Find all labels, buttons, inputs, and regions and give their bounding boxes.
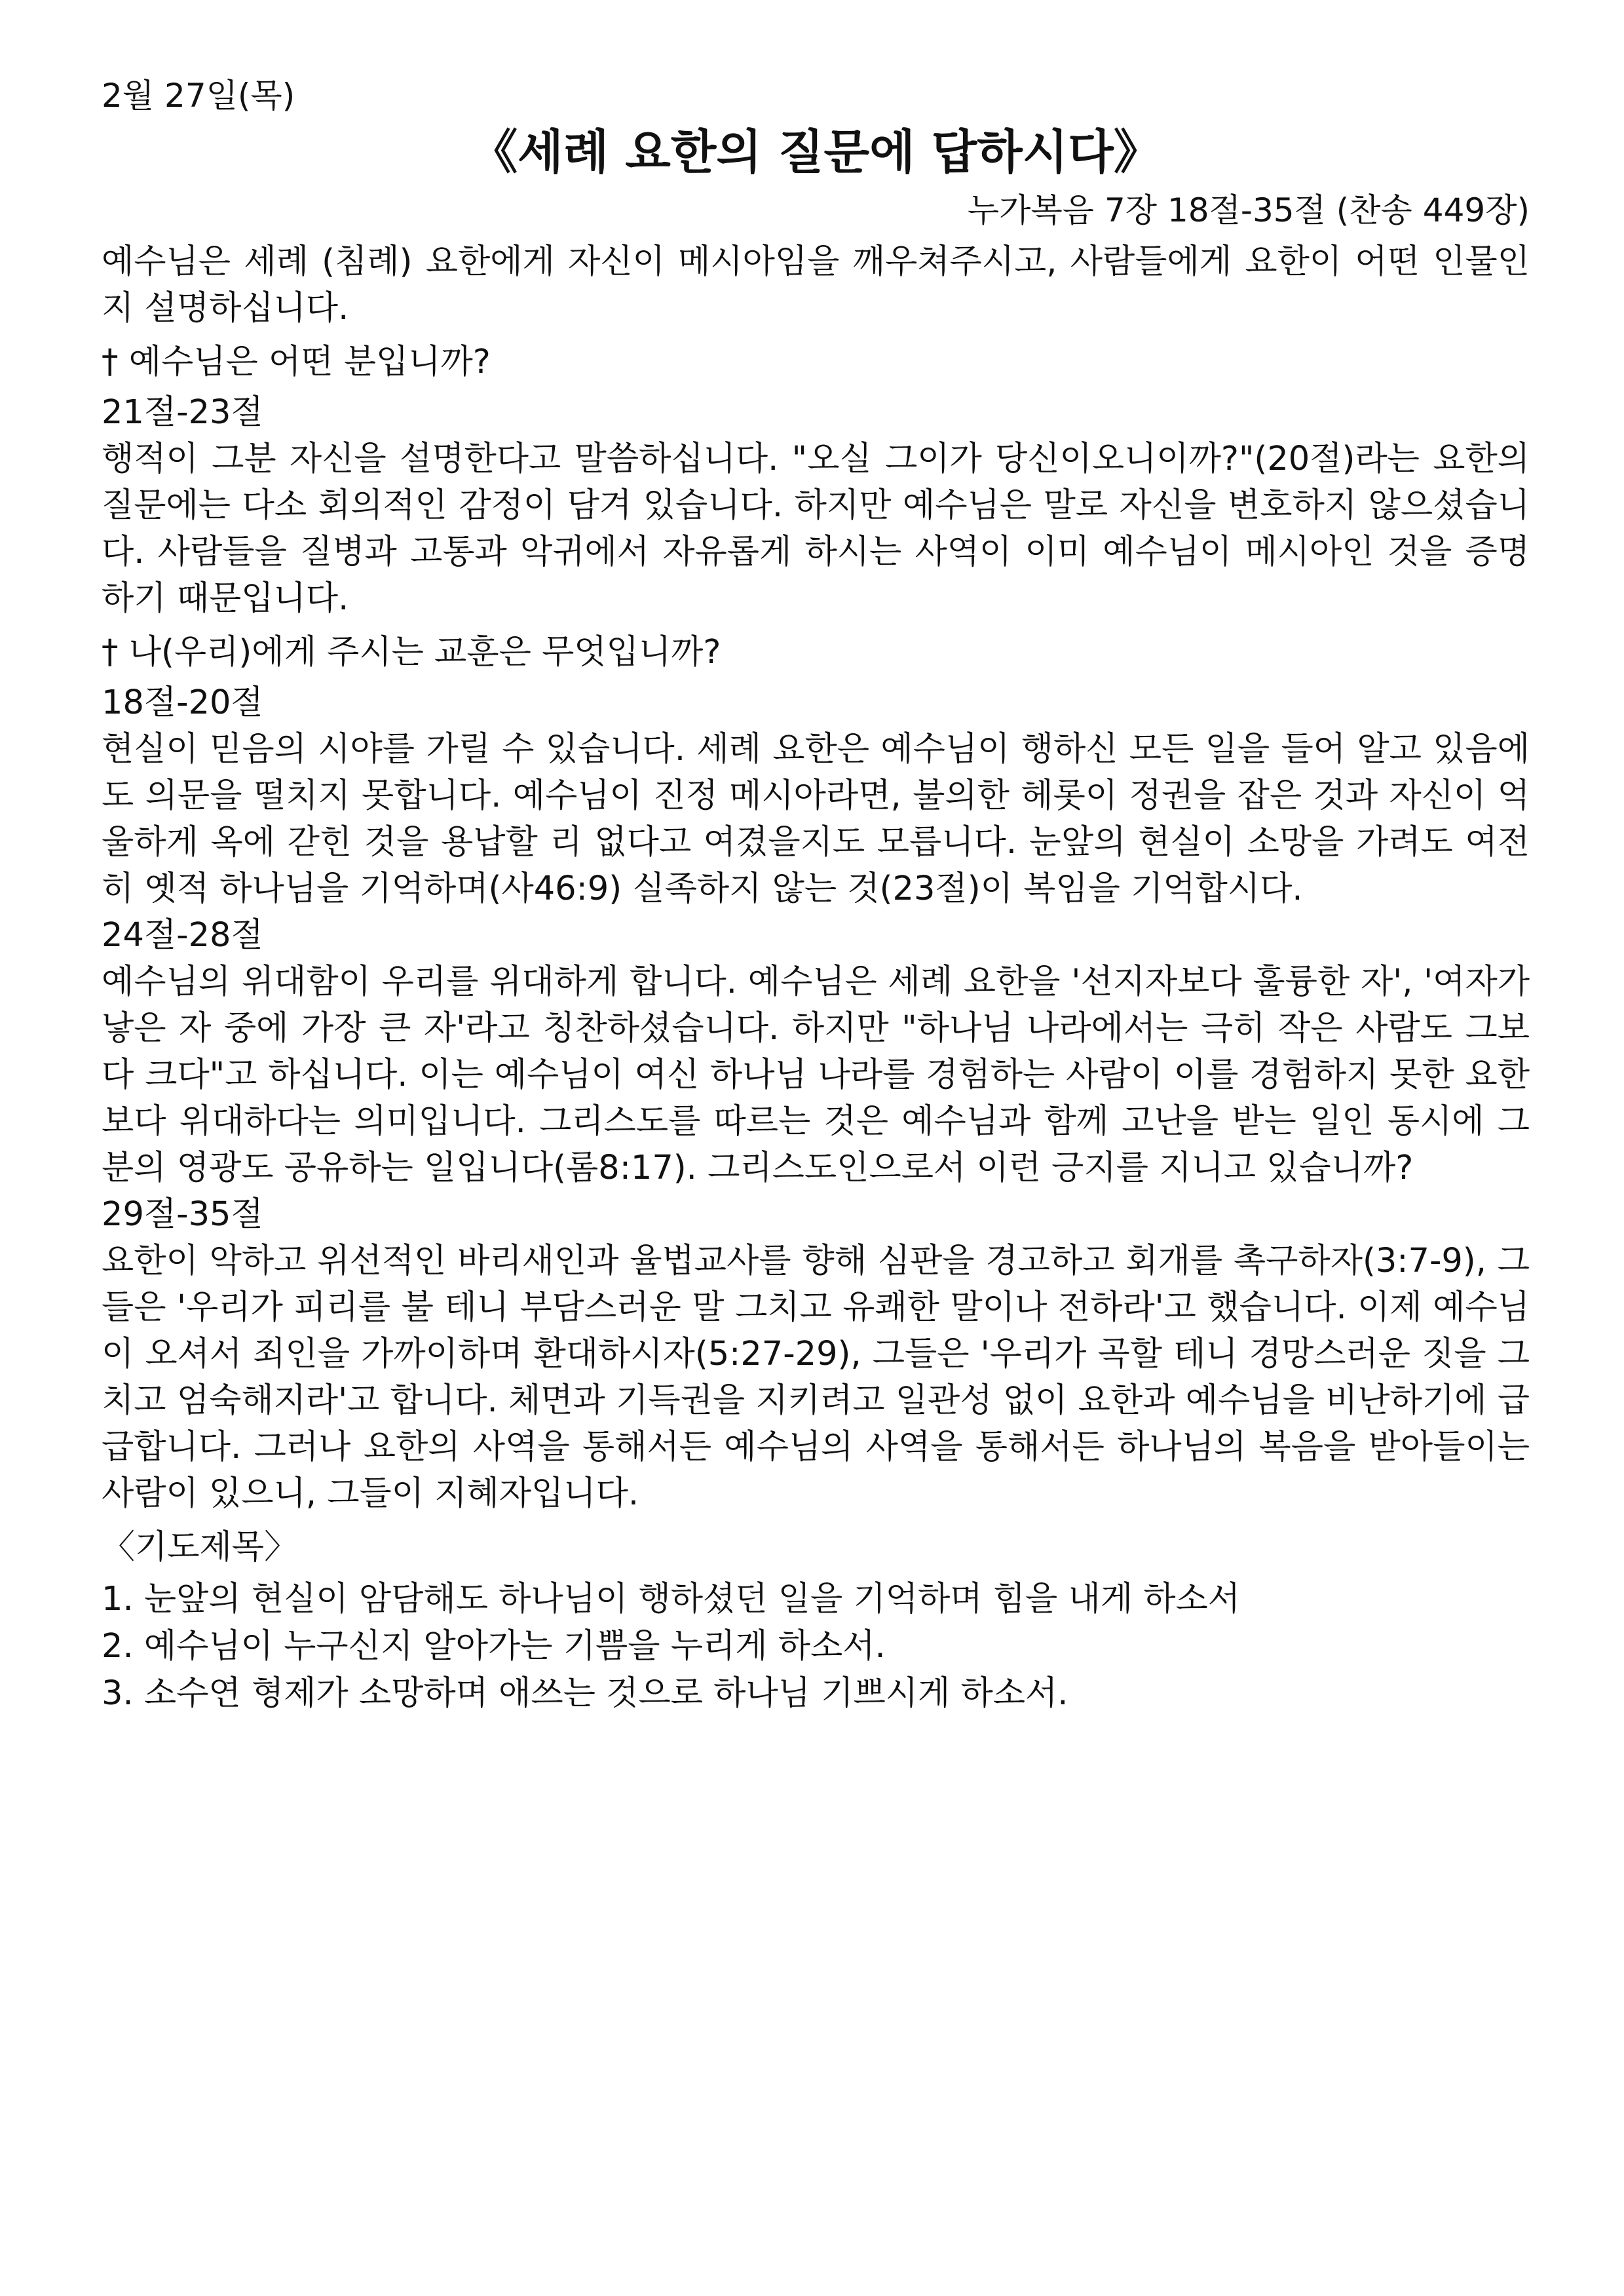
section-paragraph: 현실이 믿음의 시야를 가릴 수 있습니다. 세례 요한은 예수님이 행하신 모든 일을 들어 알고 있음에도 의문을 떨치지 못합니다. 예수님이 진정 메시아라면, 불의한 헤롯이 정권을 잡은 것과 자신이 억울하게 옥에 갇힌 것을 용납할 리 없다고 여겼을지도 모릅니다. 눈앞의 현실이 소망을 가려도 여전히 옛적 하나님을 기억하며(사46:9) 실족하지 않는 것(23절)이 복임을 기억합시다. — [102, 730, 1530, 908]
section-paragraph: 예수님의 위대함이 우리를 위대하게 합니다. 예수님은 세례 요한을 '선지자보다 훌륭한 자', '여자가 낳은 자 중에 가장 큰 자'라고 칭찬하셨습니다. 하지만 "하나님 나라에서는 극히 작은 사람도 그보다 크다"고 하십니다. 이는 예수님이 여신 하나님 나라를 경험하는 사람이 이를 경험하지 못한 요한보다 위대하다는 의미입니다. 그리스도를 따르는 것은 예수님과 함께 고난을 받는 일인 동시에 그분의 영광도 공유하는 일입니다(롬8:17). 그리스도인으로서 이런 긍지를 지니고 있습니까? — [102, 963, 1530, 1187]
devotional-page — [102, 72, 1530, 1717]
verse-range: 18절-20절 — [102, 683, 263, 722]
section-heading-who-is-jesus: † 예수님은 어떤 분입니까? — [102, 343, 491, 381]
verse-range: 21절-23절 — [102, 393, 263, 432]
page-title: 《세례 요한의 질문에 답하시다》 — [470, 124, 1161, 180]
intro-paragraph: 예수님은 세례 (침례) 요한에게 자신이 메시아임을 깨우쳐주시고, 사람들에게 요한이 어떤 인물인지 설명하십니다. — [102, 242, 1530, 328]
date-label: 2월 27일(목) — [102, 77, 295, 115]
prayer-item: 1. 눈앞의 현실이 암담해도 하나님이 행하셨던 일을 기억하며 힘을 내게 하소서 — [102, 1580, 1241, 1618]
prayer-heading: 〈기도제목〉 — [102, 1528, 298, 1567]
prayer-item: 3. 소수연 형제가 소망하며 애쓰는 것으로 하나님 기쁘시게 하소서. — [102, 1674, 1068, 1713]
verse-range: 29절-35절 — [102, 1195, 263, 1234]
prayer-item: 2. 예수님이 누구신지 알아가는 기쁨을 누리게 하소서. — [102, 1627, 886, 1666]
prayer-list — [102, 1576, 1530, 1717]
section-paragraph: 요한이 악하고 위선적인 바리새인과 율법교사를 향해 심판을 경고하고 회개를 촉구하자(3:7-9), 그들은 '우리가 피리를 불 테니 부담스러운 말 그치고 유쾌한 말이나 전하라'고 했습니다. 이제 예수님이 오셔서 죄인을 가까이하며 환대하시자(5:27-29), 그들은 '우리가 곡할 테니 경망스러운 짓을 그치고 엄숙해지라'고 합니다. 체면과 기득권을 지키려고 일관성 없이 요한과 예수님을 비난하기에 급급합니다. 그러나 요한의 사역을 통해서든 예수님의 사역을 통해서든 하나님의 복음을 받아들이는 사람이 있으니, 그들이 지혜자입니다. — [102, 1242, 1530, 1513]
scripture-reference: 누가복음 7장 18절-35절 (찬송 449장) — [967, 191, 1530, 229]
verse-range: 24절-28절 — [102, 916, 263, 955]
section-heading-lesson: † 나(우리)에게 주시는 교훈은 무엇입니까? — [102, 633, 721, 672]
section-paragraph: 행적이 그분 자신을 설명한다고 말씀하십니다. "오실 그이가 당신이오니이까?"(20절)라는 요한의 질문에는 다소 회의적인 감정이 담겨 있습니다. 하지만 예수님은 말로 자신을 변호하지 않으셨습니다. 사람들을 질병과 고통과 악귀에서 자유롭게 하시는 사역이 이미 예수님이 메시아인 것을 증명하기 때문입니다. — [102, 440, 1530, 618]
